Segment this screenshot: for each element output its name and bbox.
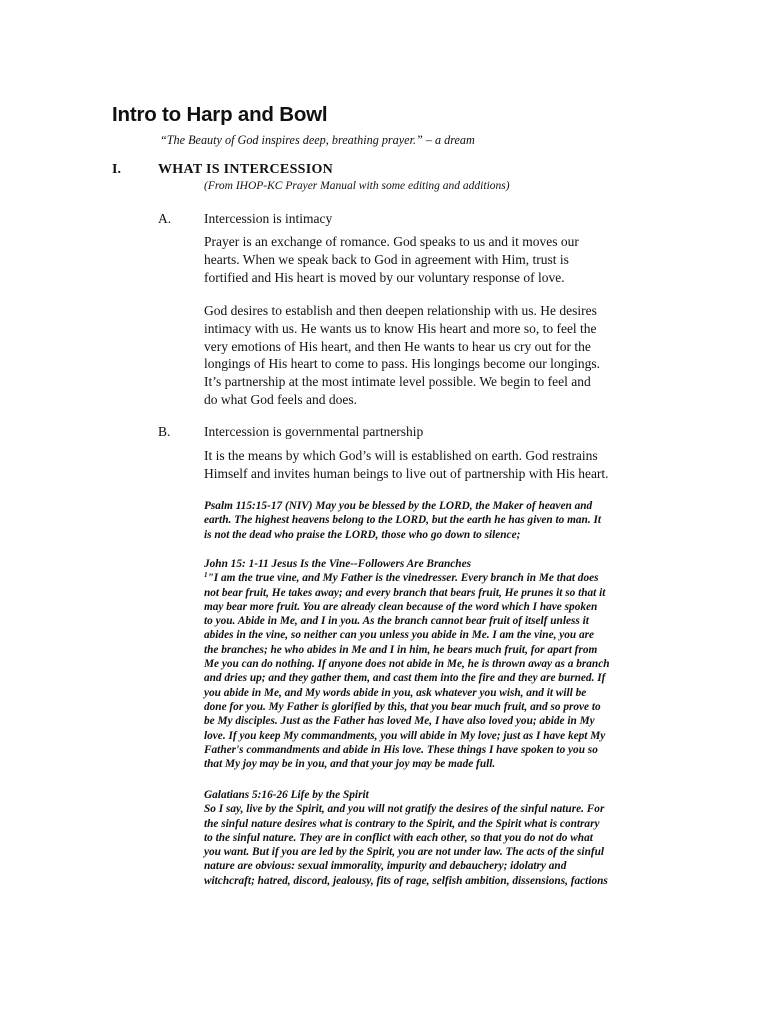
subsection-b-paragraph-1 bbox=[204, 447, 644, 483]
quote-line: be My disciples. Just as the Father has loved Me, I have also loved you; abide in My bbox=[204, 715, 595, 728]
quote-line: love. If you keep My commandments, you will abide in My love; just as I have kept My bbox=[204, 729, 606, 742]
text-line: Himself and invites human beings to live out of partnership with His heart. bbox=[204, 465, 609, 481]
quote-line: to the sinful nature. They are in conflict with each other, so that you do not do what bbox=[204, 831, 593, 844]
quote-line: and dries up; and they gather them, and cast them into the fire and they are burned. If bbox=[204, 672, 606, 685]
quote-line: abides in the vine, so neither can you unless you abide in Me. I am the vine, you are bbox=[204, 629, 595, 642]
quote-line-text: "I am the true vine, and My Father is the vinedresser. Every branch in Me that does bbox=[207, 572, 599, 585]
quote-line bbox=[204, 571, 654, 585]
quote-line: may bear more fruit. You are already clean because of the word which I have spoken bbox=[204, 600, 598, 613]
quote-line: So I say, live by the Spirit, and you will not gratify the desires of the sinful nature. For bbox=[204, 803, 605, 816]
section-heading: WHAT IS INTERCESSION bbox=[158, 162, 334, 177]
subsection-a-paragraph-2 bbox=[204, 302, 644, 409]
text-line: It’s partnership at the most intimate level possible. We begin to feel and bbox=[204, 374, 591, 390]
subsection-a-title: Intercession is intimacy bbox=[204, 211, 333, 226]
verse-number: 1 bbox=[204, 571, 208, 580]
text-line: God desires to establish and then deepen relationship with us. He desires bbox=[204, 303, 597, 318]
subsection-a-paragraph-1 bbox=[204, 233, 644, 286]
quote-line: Father's commandments and abide in His love. These things I have spoken to you so bbox=[204, 743, 598, 756]
text-line: very emotions of His heart, and then He wants to hear us cry out for the bbox=[204, 338, 591, 354]
text-line: Prayer is an exchange of romance. God speaks to us and it moves our bbox=[204, 234, 579, 249]
text-line: longings of His heart to come to pass. His longings become our longings. bbox=[204, 356, 600, 372]
text-line: intimacy with us. He wants us to know His heart and more so, to feel the bbox=[204, 320, 597, 336]
quote-line: you abide in Me, and My words abide in you, ask whatever you wish, and it will be bbox=[204, 686, 587, 699]
quote-line: witchcraft; hatred, discord, jealousy, fits of rage, selfish ambition, dissensions, factions bbox=[204, 874, 608, 887]
document-title: Intro to Harp and Bowl bbox=[112, 103, 328, 126]
quote-heading: John 15: 1-11 Jesus Is the Vine--Followers Are Branches bbox=[204, 558, 471, 570]
john-quote bbox=[204, 557, 654, 771]
galatians-quote bbox=[204, 788, 654, 888]
quote-line: you want. But if you are led by the Spirit, you are not under law. The acts of the sinful bbox=[204, 846, 605, 859]
subsection-b-title: Intercession is governmental partnership bbox=[204, 424, 424, 439]
text-line: hearts. When we speak back to God in agreement with Him, trust is bbox=[204, 251, 569, 267]
quote-line: done for you. My Father is glorified by this, that you bear much fruit, and so prove to bbox=[204, 700, 601, 713]
section-number: I. bbox=[112, 162, 121, 177]
subsection-b-letter: B. bbox=[158, 424, 171, 439]
tagline-quote: “The Beauty of God inspires deep, breathing prayer.” – a dream bbox=[160, 133, 475, 147]
text-line: It is the means by which God’s will is established on earth. God restrains bbox=[204, 448, 598, 463]
quote-line: Me you can do nothing. If anyone does not abide in Me, he is thrown away as a branch bbox=[204, 658, 610, 671]
quote-line: earth. The highest heavens belong to the LORD, but the earth he has given to man. It bbox=[204, 514, 601, 527]
quote-line: is not the dead who praise the LORD, those who go down to silence; bbox=[204, 528, 521, 541]
quote-line: that My joy may be in you, and that your joy may be made full. bbox=[204, 758, 496, 771]
subsection-a-letter: A. bbox=[158, 211, 172, 226]
quote-line: to you. Abide in Me, and I in you. As the branch cannot bear fruit of itself unless it bbox=[204, 615, 589, 628]
psalm-quote bbox=[204, 499, 654, 542]
text-line: fortified and His heart is moved by our voluntary response of love. bbox=[204, 269, 565, 285]
section-source-note: (From IHOP-KC Prayer Manual with some editing and additions) bbox=[204, 180, 510, 192]
text-line: do what God feels and does. bbox=[204, 391, 357, 407]
quote-line: the sinful nature desires what is contrary to the Spirit, and the Spirit what is contrary bbox=[204, 817, 600, 830]
quote-line: not bear fruit, He takes away; and every branch that bears fruit, He prunes it so that it bbox=[204, 586, 606, 599]
quote-line: the branches; he who abides in Me and I in him, he bears much fruit, for apart from bbox=[204, 643, 598, 656]
quote-line: Psalm 115:15-17 (NIV) May you be blessed by the LORD, the Maker of heaven and bbox=[204, 500, 593, 512]
quote-heading: Galatians 5:16-26 Life by the Spirit bbox=[204, 789, 369, 801]
quote-line: nature are obvious: sexual immorality, impurity and debauchery; idolatry and bbox=[204, 860, 567, 873]
